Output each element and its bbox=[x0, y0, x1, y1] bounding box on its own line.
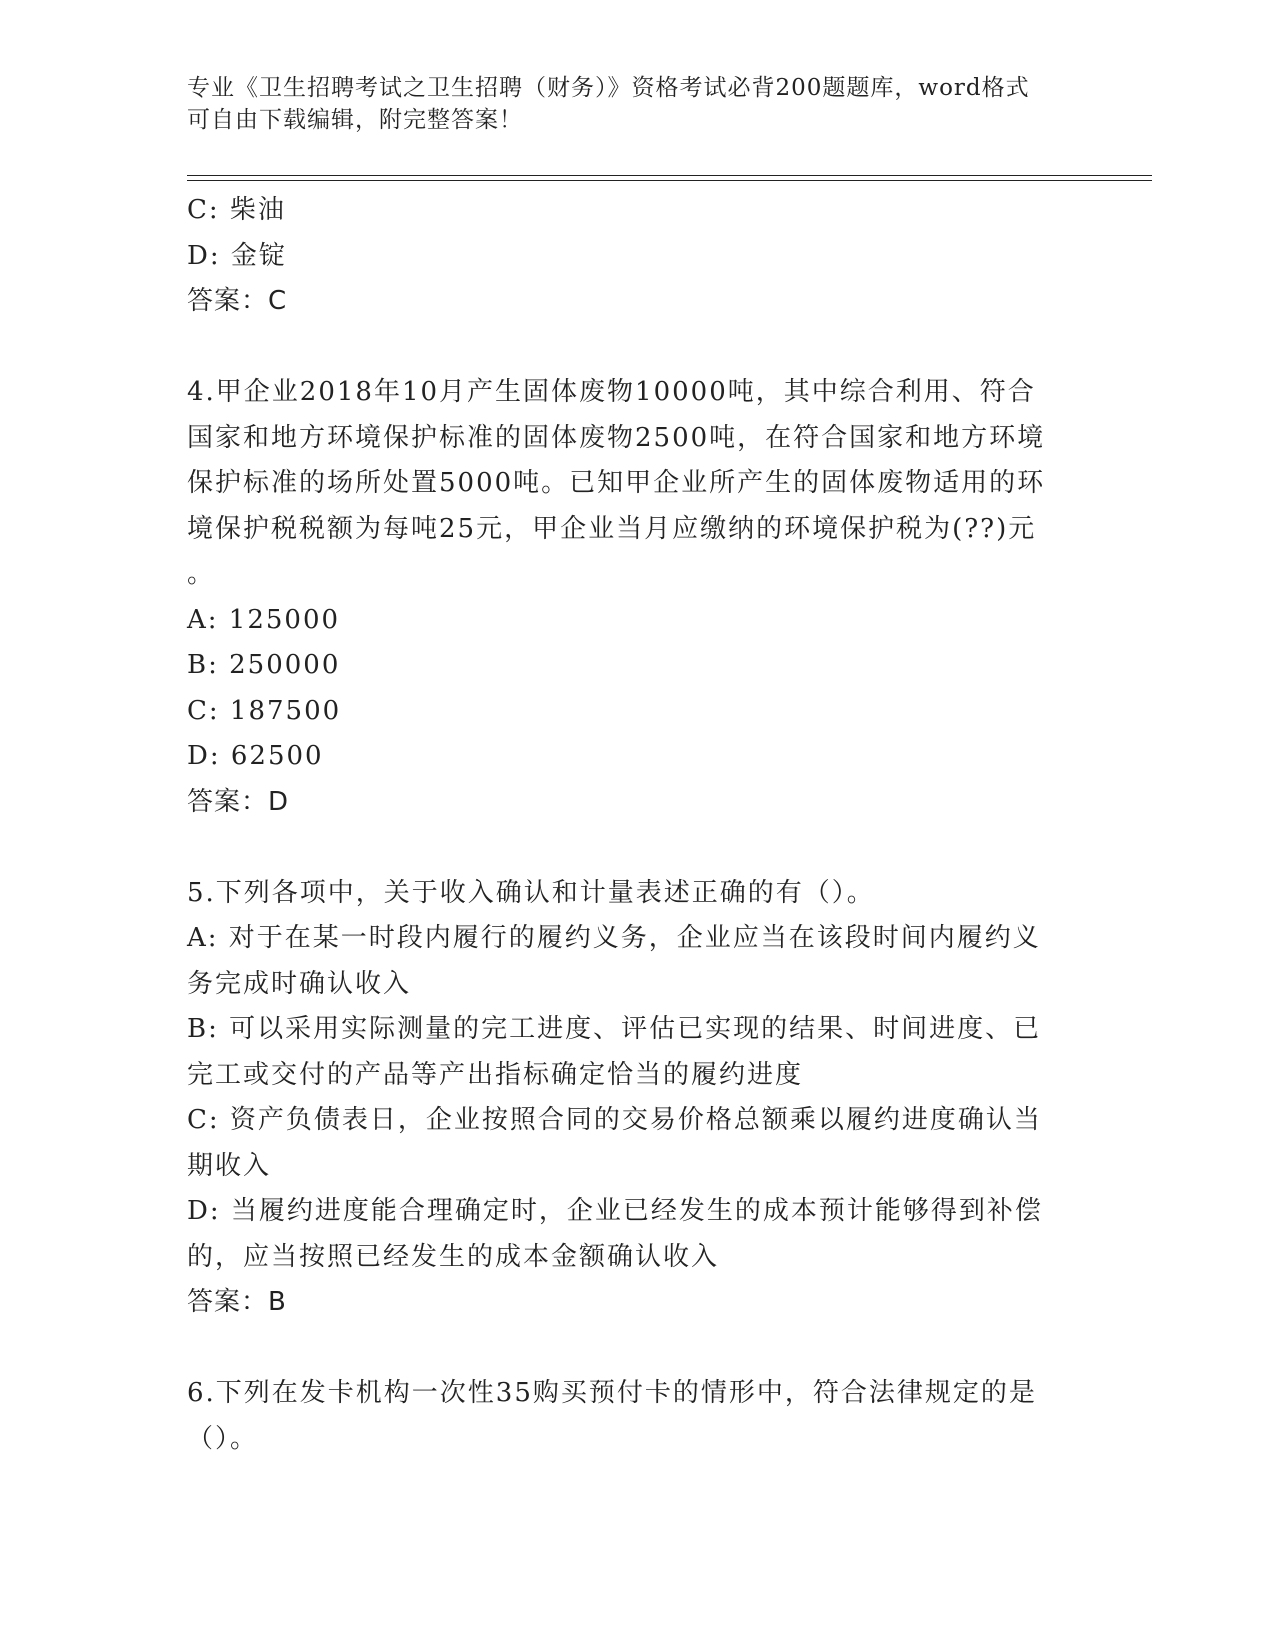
question-4-option-b: B: 250000 bbox=[187, 650, 341, 680]
question-5-answer: 答案：B bbox=[187, 1287, 287, 1317]
question-6-text-line-1: 6.下列在发卡机构一次性35购买预付卡的情形中，符合法律规定的是 bbox=[187, 1378, 1037, 1408]
question-5-option-c-line-1: C: 资产负债表日，企业按照合同的交易价格总额乘以履约进度确认当 bbox=[187, 1105, 1042, 1135]
document-header bbox=[187, 72, 1067, 136]
question-4-block bbox=[187, 370, 1067, 825]
question-3-option-c: C: 柴油 bbox=[187, 195, 286, 225]
header-divider-bottom bbox=[187, 180, 1152, 181]
question-5-option-b-line-2: 完工或交付的产品等产出指标确定恰当的履约进度 bbox=[187, 1059, 804, 1090]
spacer bbox=[187, 1326, 1067, 1372]
header-title-line-2: 可自由下载编辑，附完整答案！ bbox=[187, 107, 523, 133]
question-5-block bbox=[187, 871, 1067, 1326]
question-5-text: 5.下列各项中，关于收入确认和计量表述正确的有（）。 bbox=[187, 877, 875, 908]
question-4-text-line-4: 境保护税税额为每吨25元，甲企业当月应缴纳的环境保护税为(??)元 bbox=[187, 513, 1037, 544]
question-5-option-a-line-2: 务完成时确认收入 bbox=[187, 968, 412, 999]
question-6-text-line-2: （）。 bbox=[187, 1423, 259, 1454]
question-4-option-d: D: 62500 bbox=[187, 741, 324, 771]
question-6-block bbox=[187, 1371, 1067, 1462]
spacer bbox=[187, 325, 1067, 371]
question-4-option-c: C: 187500 bbox=[187, 695, 342, 726]
question-4-option-a: A: 125000 bbox=[187, 604, 341, 635]
question-4-answer: 答案：D bbox=[187, 786, 290, 817]
question-3-block bbox=[187, 188, 1067, 325]
document-body bbox=[187, 188, 1067, 1462]
header-divider-top bbox=[187, 175, 1152, 176]
question-5-option-c-line-2: 期收入 bbox=[187, 1150, 272, 1181]
question-5-option-a-line-1: A: 对于在某一时段内履行的履约义务，企业应当在该段时间内履约义 bbox=[187, 923, 1041, 953]
question-3-answer: 答案：C bbox=[187, 286, 288, 316]
question-3-option-d: D: 金锭 bbox=[187, 240, 287, 271]
question-5-option-b-line-1: B: 可以采用实际测量的完工进度、评估已实现的结果、时间进度、已 bbox=[187, 1014, 1042, 1044]
question-4-text-line-1: 4.甲企业2018年10月产生固体废物10000吨，其中综合利用、符合 bbox=[187, 377, 1036, 407]
spacer bbox=[187, 825, 1067, 871]
question-4-text-line-5: 。 bbox=[187, 559, 216, 589]
question-4-text-line-2: 国家和地方环境保护标准的固体废物2500吨，在符合国家和地方环境 bbox=[187, 422, 1046, 453]
header-title-line-1: 专业《卫生招聘考试之卫生招聘（财务）》资格考试必背200题题库，word格式 bbox=[187, 75, 1030, 101]
question-4-text-line-3: 保护标准的场所处置5000吨。已知甲企业所产生的固体废物适用的环 bbox=[187, 468, 1046, 498]
question-5-option-d-line-2: 的，应当按照已经发生的成本金额确认收入 bbox=[187, 1241, 720, 1272]
question-5-option-d-line-1: D: 当履约进度能合理确定时，企业已经发生的成本预计能够得到补偿 bbox=[187, 1196, 1043, 1226]
